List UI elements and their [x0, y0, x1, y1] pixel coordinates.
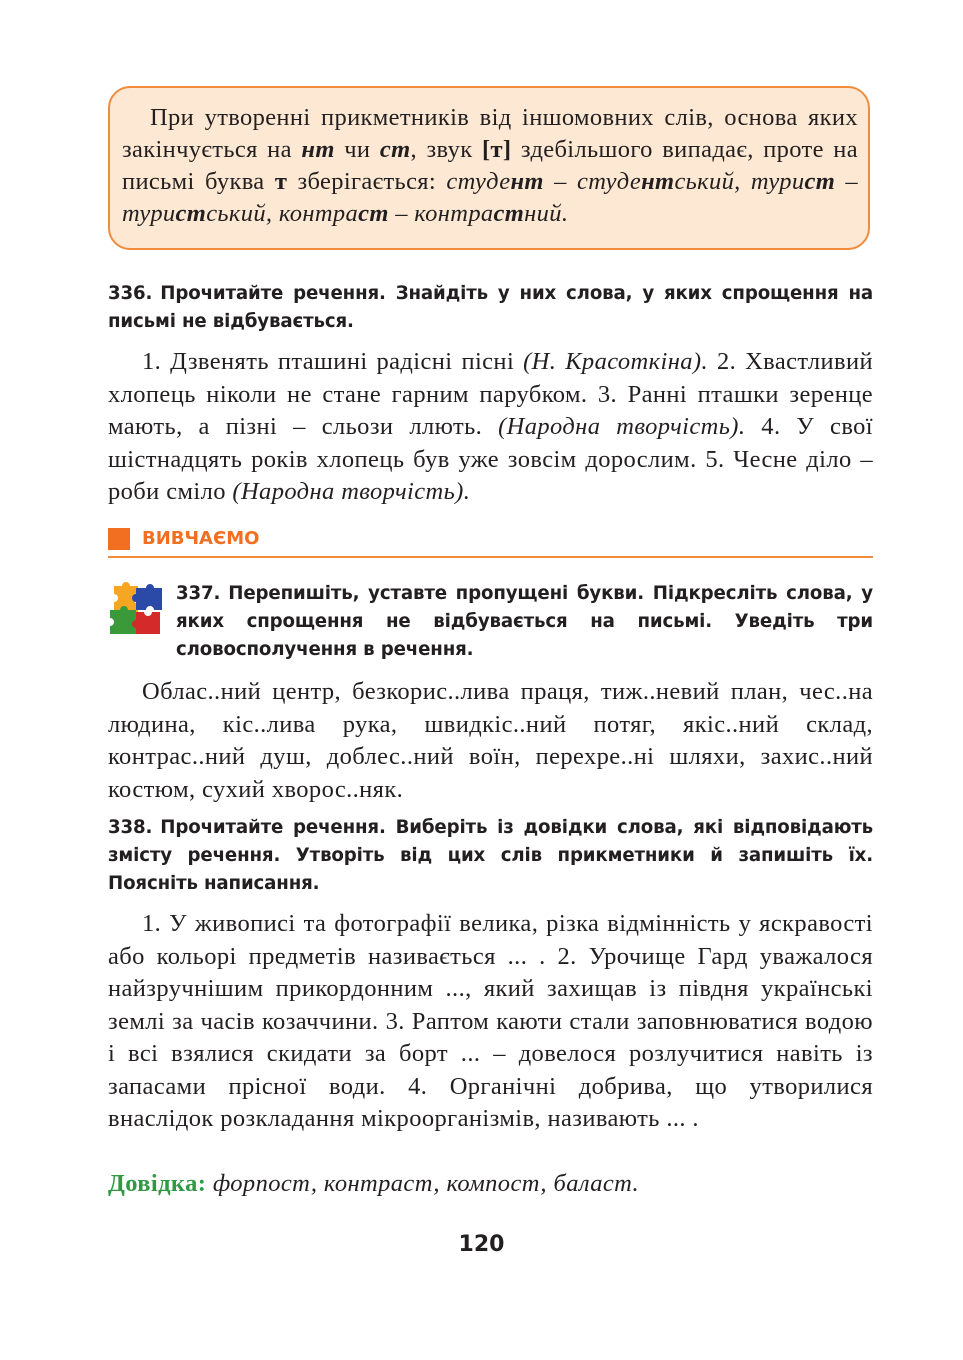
rule-emph: нт [301, 136, 335, 163]
attribution: (Н. Красоткіна). [523, 348, 708, 375]
exercise-text: Облас..ний центр, безкорис..лива праця, тиж..невий план, чес..на людина, кіс..лива рука, швидкіс..ний потяг, якіс..ний склад, контрас..ний душ, доблес..ний воїн, перехре..ні шляхи, захис..ний костюм, сухий хворос..няк. [108, 678, 873, 803]
rule-box [108, 86, 870, 250]
rule-examples: студент – студентський, турист – туристський, контраст – контрастний. [122, 168, 859, 227]
rule-emph: ст [379, 136, 411, 163]
rule-text-part: зберігається: [287, 168, 447, 195]
rule-emph: т [274, 168, 288, 195]
reference [108, 1168, 873, 1200]
task-336-instruction [108, 280, 873, 336]
task-number: 338. [108, 817, 153, 838]
attribution: (Народна творчість). [232, 478, 471, 505]
section-square-icon [108, 528, 130, 550]
task-336-text [108, 346, 873, 509]
reference-label: Довідка: [108, 1170, 207, 1197]
rule-text-part: При утворенні прикметників від іншомовних слів, основа яких закінчується на [122, 104, 858, 163]
rule-emph: [т] [481, 136, 512, 163]
sentence: 1. Дзвенять пташині радісні пісні [142, 348, 524, 375]
task-number: 337. [176, 583, 221, 604]
exercise-text: 1. У живописі та фотографії велика, різка відмінність у яскравості або кольорі предметів називається ... . 2. Урочище Гард уважалося найзручнішим прикордонним ..., який захищав із півдня українські землі за часів козаччини. 3. Раптом каюти стали заповнюватися водою і всі взялися скидати за борт ... – довелося розлучитися навіть із запасами прісної води. 4. Органічні добрива, що утворилися внаслідок розкладання мікроорганізмів, називають ... . [108, 910, 873, 1132]
rule-text-part: , звук [410, 136, 482, 163]
task-instruction-text: Прочитайте речення. Виберіть із довідки слова, які відповідають змісту речення. Утворіть від цих слів прикметники й запишіть їх. Поясніть написання. [108, 817, 873, 894]
rule-text [122, 102, 858, 230]
sentence: 4. У свої шістнадцять років хлопець був уже зовсім дорослим. 5. Чесне діло – роби сміло [108, 413, 873, 505]
task-338-instruction [108, 814, 873, 898]
rule-text-part: здебільшого випадає, проте на письмі буква [122, 136, 858, 195]
task-number: 336. [108, 283, 153, 304]
task-instruction-text: Прочитайте речення. Знайдіть у них слова, у яких спрощення на письмі не відбувається. [108, 283, 873, 332]
section-divider [108, 556, 873, 558]
section-title: ВИВЧАЄМО [142, 528, 260, 549]
task-instruction-text: Перепишіть, уставте пропущені букви. Підкресліть слова, у яких спрощення не відбувається на письмі. Уведіть три словосполучення в речення. [176, 583, 873, 660]
section-header [108, 524, 873, 560]
task-337-instruction [176, 580, 873, 664]
puzzle-icon [106, 580, 166, 640]
task-337-text [108, 676, 873, 806]
rule-text-part: чи [334, 136, 380, 163]
task-338-text [108, 908, 873, 1136]
reference-words: форпост, контраст, компост, баласт. [212, 1170, 640, 1197]
page-number: 120 [458, 1232, 505, 1257]
attribution: (Народна творчість). [498, 413, 746, 440]
sentence: 2. Хвастливий хлопець ніколи не стане гарним парубком. 3. Ранні пташки зеренце мають, а пізні – сльози ллють. [108, 348, 874, 440]
